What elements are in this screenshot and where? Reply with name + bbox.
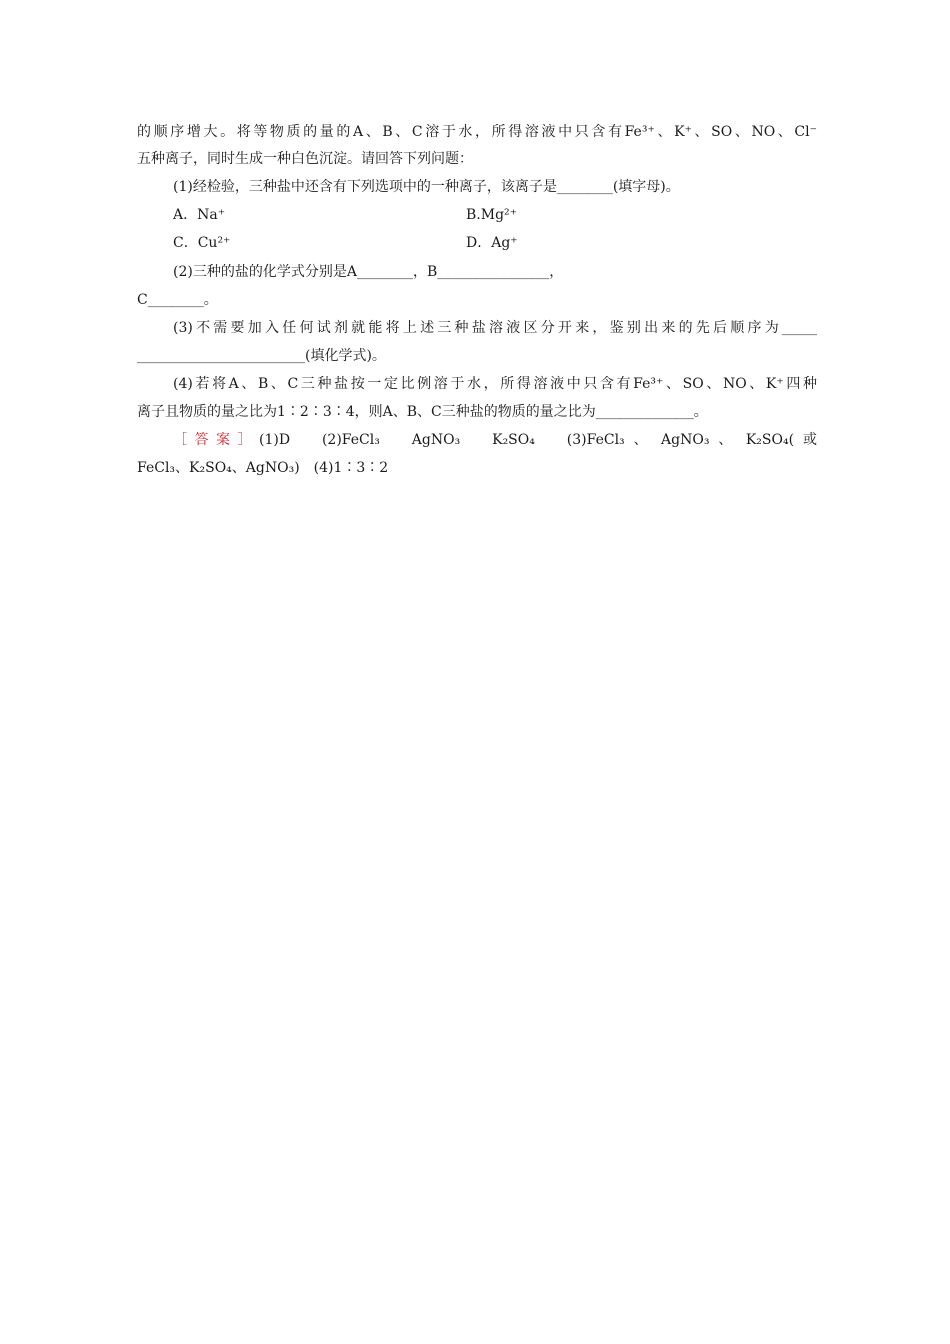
intro-line-1: 的顺序增大。将等物质的量的A、B、C溶于水，所得溶液中只含有Fe³⁺、K⁺、SO、NO、Cl⁻ bbox=[137, 124, 817, 140]
option-d: D．Ag⁺ bbox=[466, 235, 518, 251]
question-4-tail: 。 bbox=[693, 404, 708, 420]
option-a: A．Na⁺ bbox=[173, 207, 226, 223]
question-2-sep-b: ，B bbox=[412, 264, 438, 280]
option-b: B.Mg²⁺ bbox=[466, 207, 518, 223]
question-3-cont bbox=[137, 346, 817, 366]
question-3 bbox=[173, 318, 817, 338]
question-4-blank: ______________ bbox=[595, 404, 694, 420]
question-2-c bbox=[137, 290, 817, 310]
question-1 bbox=[173, 177, 817, 197]
answer-line-1 bbox=[173, 430, 817, 450]
question-4-line-2 bbox=[137, 402, 817, 422]
answer-label: ［答案］ bbox=[173, 432, 259, 448]
option-c: C．Cu²⁺ bbox=[173, 235, 231, 251]
question-1-tail: (填字母)。 bbox=[612, 179, 680, 195]
question-4-text: 离子且物质的量之比为1∶2∶3∶4，则A、B、C三种盐的物质的量之比为 bbox=[137, 404, 596, 420]
question-2-blank-a: ________ bbox=[356, 264, 413, 280]
question-4-line-1: (4)若将A、B、C三种盐按一定比例溶于水，所得溶液中只含有Fe³⁺、SO、NO、K⁺四种 bbox=[173, 376, 817, 392]
question-2-c-label: C bbox=[137, 292, 148, 308]
question-2-tail-c: 。 bbox=[203, 292, 218, 308]
question-3-blank-1: _____ bbox=[782, 320, 817, 336]
question-1-blank: ________ bbox=[556, 179, 613, 195]
intro-line-2: 五种离子，同时生成一种白色沉淀。请回答下列问题： bbox=[137, 151, 473, 167]
answer-text-1: (1)D (2)FeCl₃ AgNO₃ K₂SO₄ (3)FeCl₃ 、 AgNO₃ 、 K₂SO₄( 或 bbox=[258, 432, 817, 448]
question-2 bbox=[173, 262, 817, 282]
question-3-text: (3)不需要加入任何试剂就能将上述三种盐溶液区分开来，鉴别出来的先后顺序为 bbox=[173, 320, 782, 336]
question-2-blank-c: ________ bbox=[147, 292, 204, 308]
options-row-2 bbox=[173, 233, 817, 253]
question-2-tail-b: ， bbox=[549, 264, 564, 280]
question-2-text: (2)三种的盐的化学式分别是A bbox=[173, 264, 357, 280]
question-2-blank-b: ________________ bbox=[437, 264, 550, 280]
question-3-tail: (填化学式)。 bbox=[305, 348, 386, 364]
answer-line-2: FeCl₃、K₂SO₄、AgNO₃) (4)1∶3∶2 bbox=[137, 460, 389, 476]
options-row-1 bbox=[173, 205, 817, 225]
question-1-text: (1)经检验，三种盐中还含有下列选项中的一种离子，该离子是 bbox=[173, 179, 557, 195]
question-3-blank-2: ________________________ bbox=[137, 348, 305, 364]
